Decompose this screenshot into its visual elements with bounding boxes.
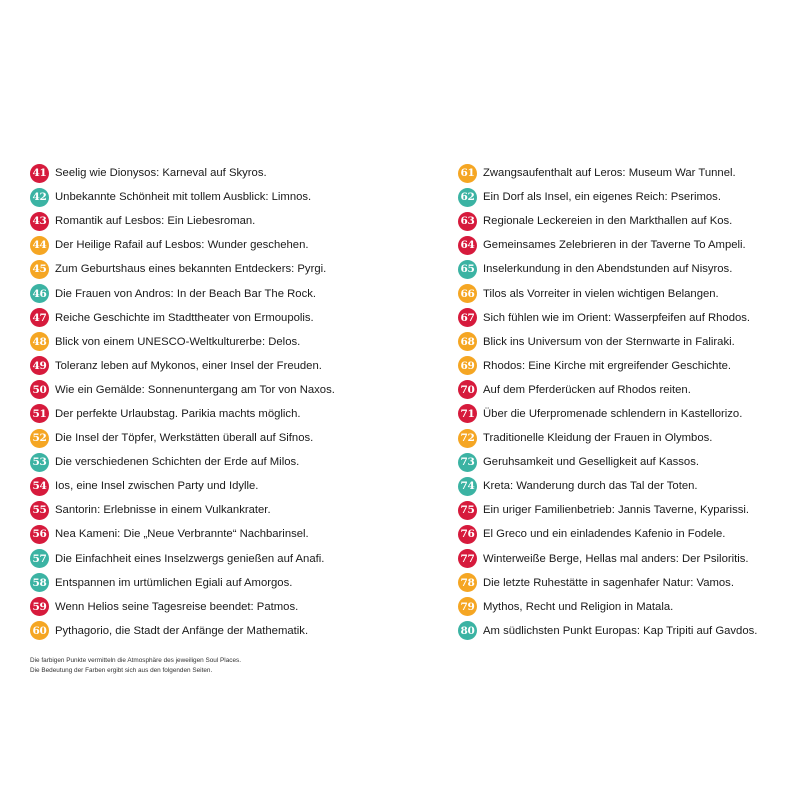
entry-label: Geruhsamkeit und Geselligkeit auf Kassos. xyxy=(483,456,700,469)
list-item xyxy=(458,522,788,546)
entry-label: Zwangsaufenthalt auf Leros: Museum War Tunnel. xyxy=(483,167,736,180)
number-badge: 66 xyxy=(458,284,477,303)
number-badge: 76 xyxy=(458,525,477,544)
list-item xyxy=(30,450,420,474)
entry-label: Winterweiße Berge, Hellas mal anders: Der Psiloritis. xyxy=(483,552,749,565)
list-item xyxy=(458,185,788,209)
entry-label: Regionale Leckereien in den Markthallen auf Kos. xyxy=(483,215,733,228)
number-badge: 49 xyxy=(30,356,49,375)
footnote-line-1: Die farbigen Punkte vermitteln die Atmosphäre des jeweiligen Soul Places. xyxy=(30,657,242,664)
number-badge: 58 xyxy=(30,573,49,592)
entry-label: Blick von einem UNESCO-Weltkulturerbe: Delos. xyxy=(55,335,301,348)
number-badge: 79 xyxy=(458,597,477,616)
list-item xyxy=(30,233,420,257)
entry-label: Kreta: Wanderung durch das Tal der Toten. xyxy=(483,480,698,493)
entry-label: Sich fühlen wie im Orient: Wasserpfeifen auf Rhodos. xyxy=(483,311,751,324)
number-badge: 60 xyxy=(30,621,49,640)
entry-label: Seelig wie Dionysos: Karneval auf Skyros. xyxy=(55,167,267,180)
entry-label: Rhodos: Eine Kirche mit ergreifender Geschichte. xyxy=(483,359,732,372)
list-item xyxy=(30,330,420,354)
entry-label: Die letzte Ruhestätte in sagenhafer Natur: Vamos. xyxy=(483,576,734,589)
entry-label: Über die Uferpromenade schlendern in Kastellorizo. xyxy=(483,407,743,420)
list-item xyxy=(458,281,788,305)
list-item xyxy=(30,209,420,233)
number-badge: 78 xyxy=(458,573,477,592)
number-badge: 80 xyxy=(458,621,477,640)
number-badge: 71 xyxy=(458,404,477,423)
entry-label: Ein Dorf als Insel, ein eigenes Reich: Pserimos. xyxy=(483,191,721,204)
list-item xyxy=(30,257,420,281)
number-badge: 57 xyxy=(30,549,49,568)
entry-label: Auf dem Pferderücken auf Rhodos reiten. xyxy=(483,383,691,396)
number-badge: 73 xyxy=(458,453,477,472)
number-badge: 44 xyxy=(30,236,49,255)
entry-label: Der Heilige Rafail auf Lesbos: Wunder geschehen. xyxy=(55,239,309,252)
entry-label: Toleranz leben auf Mykonos, einer Insel der Freuden. xyxy=(55,359,322,372)
list-item xyxy=(30,161,420,185)
number-badge: 52 xyxy=(30,429,49,448)
number-badge: 69 xyxy=(458,356,477,375)
number-badge: 68 xyxy=(458,332,477,351)
entry-label: Blick ins Universum von der Sternwarte in Faliraki. xyxy=(483,335,735,348)
number-badge: 59 xyxy=(30,597,49,616)
number-badge: 54 xyxy=(30,477,49,496)
list-item xyxy=(458,547,788,571)
list-item xyxy=(30,522,420,546)
list-item xyxy=(458,233,788,257)
entry-label: Reiche Geschichte im Stadttheater von Ermoupolis. xyxy=(55,311,314,324)
list-item xyxy=(458,474,788,498)
left-column xyxy=(30,161,420,643)
entry-label: Die Insel der Töpfer, Werkstätten überall auf Sifnos. xyxy=(55,432,314,445)
entry-label: Inselerkundung in den Abendstunden auf Nisyros. xyxy=(483,263,733,276)
list-item xyxy=(458,498,788,522)
list-item xyxy=(458,426,788,450)
list-item xyxy=(30,426,420,450)
list-item xyxy=(458,402,788,426)
entry-label: Ios, eine Insel zwischen Party und Idylle. xyxy=(55,480,259,493)
list-item xyxy=(458,595,788,619)
number-badge: 56 xyxy=(30,525,49,544)
number-badge: 50 xyxy=(30,380,49,399)
footnote-line-2: Die Bedeutung der Farben ergibt sich aus den folgenden Seiten. xyxy=(30,666,213,674)
right-column xyxy=(458,161,788,643)
entry-label: Traditionelle Kleidung der Frauen in Olymbos. xyxy=(483,432,713,445)
list-item xyxy=(30,547,420,571)
list-item xyxy=(458,257,788,281)
entry-label: Entspannen im urtümlichen Egiali auf Amorgos. xyxy=(55,576,293,589)
list-item xyxy=(30,281,420,305)
entry-label: Wenn Helios seine Tagesreise beendet: Patmos. xyxy=(55,600,299,613)
entry-label: Unbekannte Schönheit mit tollem Ausblick: Limnos. xyxy=(55,191,312,204)
entry-label: Santorin: Erlebnisse in einem Vulkankrater. xyxy=(55,504,271,517)
entry-label: Mythos, Recht und Religion in Matala. xyxy=(483,600,674,613)
number-badge: 45 xyxy=(30,260,49,279)
entry-label: El Greco und ein einladendes Kafenio in Fodele. xyxy=(483,528,726,541)
entry-label: Nea Kameni: Die „Neue Verbrannte“ Nachbarinsel. xyxy=(55,528,309,541)
number-badge: 55 xyxy=(30,501,49,520)
entry-label: Die verschiedenen Schichten der Erde auf Milos. xyxy=(55,456,300,469)
number-badge: 61 xyxy=(458,164,477,183)
number-badge: 48 xyxy=(30,332,49,351)
number-badge: 42 xyxy=(30,188,49,207)
list-item xyxy=(30,474,420,498)
entry-label: Die Frauen von Andros: In der Beach Bar The Rock. xyxy=(55,287,317,300)
entry-label: Am südlichsten Punkt Europas: Kap Tripiti auf Gavdos. xyxy=(483,624,758,637)
entry-label: Ein uriger Familienbetrieb: Jannis Taverne, Kyparissi. xyxy=(483,504,750,517)
list-item xyxy=(458,161,788,185)
list-item xyxy=(458,378,788,402)
list-item xyxy=(458,571,788,595)
list-item xyxy=(458,330,788,354)
number-badge: 63 xyxy=(458,212,477,231)
number-badge: 75 xyxy=(458,501,477,520)
number-badge: 77 xyxy=(458,549,477,568)
list-item xyxy=(30,185,420,209)
number-badge: 53 xyxy=(30,453,49,472)
number-badge: 72 xyxy=(458,429,477,448)
entry-label: Wie ein Gemälde: Sonnenuntergang am Tor von Naxos. xyxy=(55,383,335,396)
list-item xyxy=(458,619,788,643)
number-badge: 67 xyxy=(458,308,477,327)
number-badge: 47 xyxy=(30,308,49,327)
list-item xyxy=(458,306,788,330)
footnote xyxy=(30,656,241,675)
list-item xyxy=(30,498,420,522)
entry-label: Zum Geburtshaus eines bekannten Entdeckers: Pyrgi. xyxy=(55,263,327,276)
entry-label: Romantik auf Lesbos: Ein Liebesroman. xyxy=(55,215,256,228)
number-badge: 41 xyxy=(30,164,49,183)
list-item xyxy=(30,402,420,426)
list-item xyxy=(30,571,420,595)
number-badge: 43 xyxy=(30,212,49,231)
list-item xyxy=(30,378,420,402)
list-item xyxy=(458,209,788,233)
list-item xyxy=(30,619,420,643)
list-item xyxy=(30,595,420,619)
number-badge: 62 xyxy=(458,188,477,207)
entry-label: Gemeinsames Zelebrieren in der Taverne To Ampeli. xyxy=(483,239,746,252)
list-item xyxy=(30,354,420,378)
number-badge: 65 xyxy=(458,260,477,279)
number-badge: 70 xyxy=(458,380,477,399)
number-badge: 51 xyxy=(30,404,49,423)
entry-label: Der perfekte Urlaubstag. Parikia machts möglich. xyxy=(55,407,301,420)
list-item xyxy=(458,354,788,378)
entry-label: Pythagorio, die Stadt der Anfänge der Mathematik. xyxy=(55,624,309,637)
number-badge: 74 xyxy=(458,477,477,496)
list-item xyxy=(30,306,420,330)
entry-label: Die Einfachheit eines Inselzwergs genießen auf Anafi. xyxy=(55,552,325,565)
number-badge: 64 xyxy=(458,236,477,255)
list-item xyxy=(458,450,788,474)
number-badge: 46 xyxy=(30,284,49,303)
entry-label: Tilos als Vorreiter in vielen wichtigen Belangen. xyxy=(483,287,719,300)
